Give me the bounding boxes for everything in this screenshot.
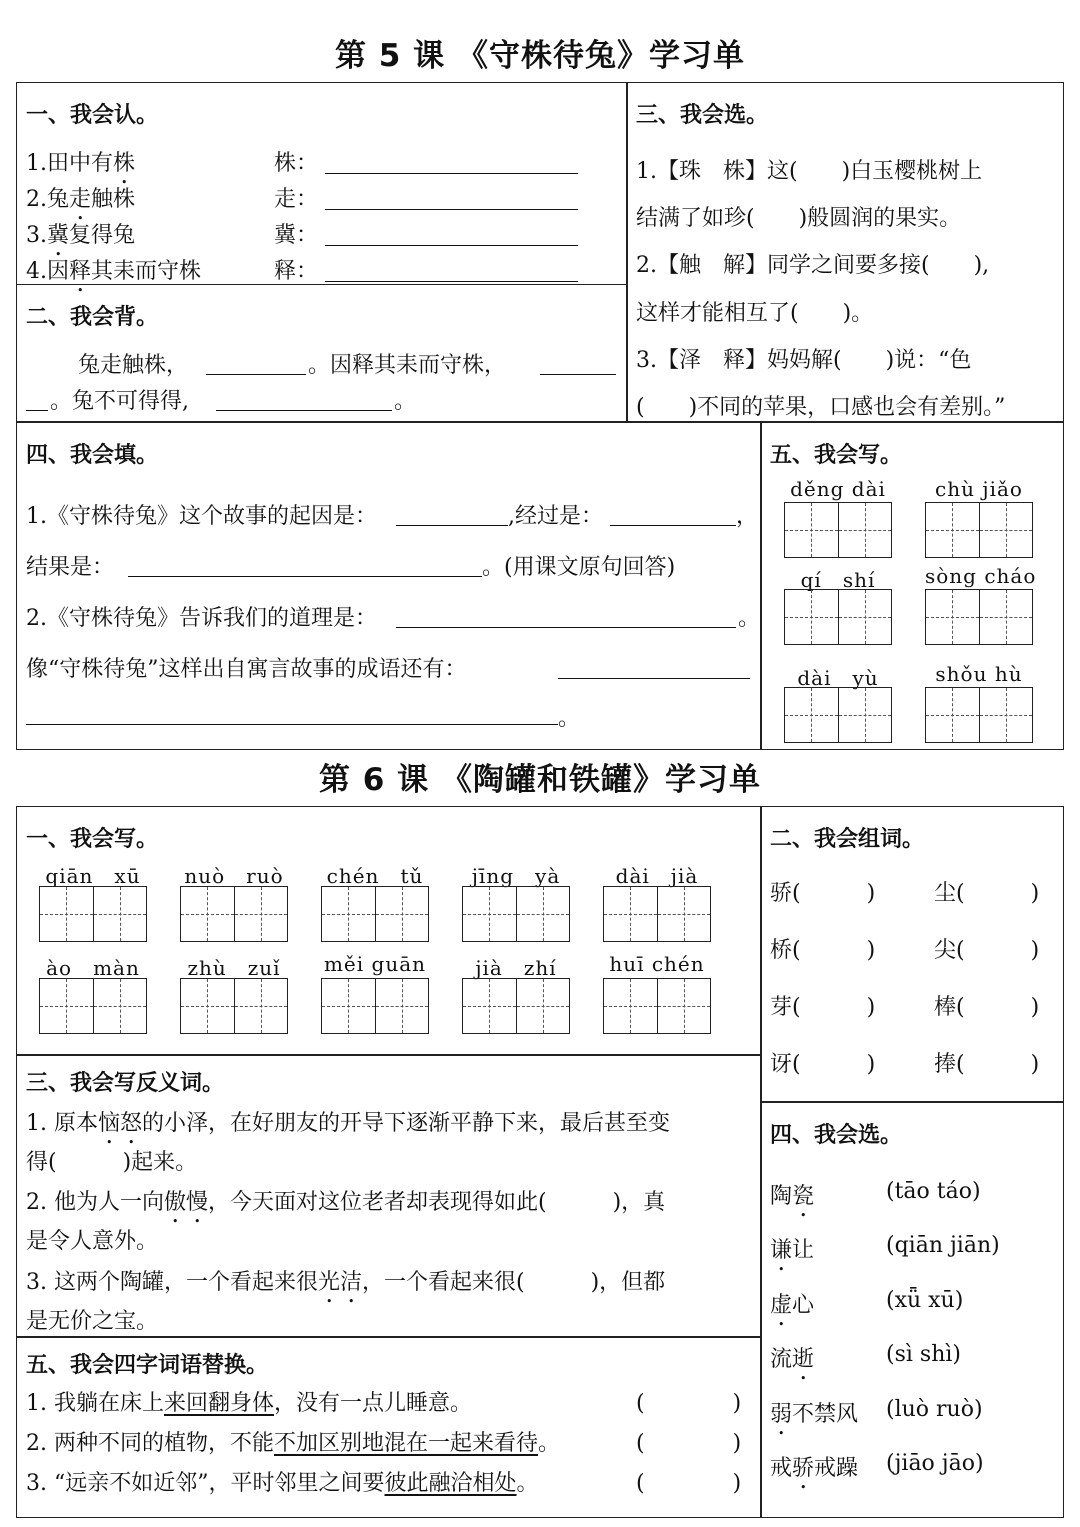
writing-grid[interactable] bbox=[321, 886, 429, 942]
answer-line[interactable] bbox=[325, 281, 578, 282]
choose-word: 谦让 bbox=[770, 1238, 815, 1263]
char-label: 走： bbox=[274, 187, 319, 212]
writing-grid[interactable] bbox=[784, 589, 892, 645]
char-label: 株： bbox=[274, 151, 319, 176]
answer-paren[interactable]: ( ) bbox=[636, 1431, 742, 1456]
answer-line[interactable] bbox=[128, 576, 482, 577]
fill-text: 。 bbox=[738, 606, 761, 631]
pinyin: qí shí bbox=[800, 568, 876, 592]
answer-paren[interactable]: ( ) bbox=[636, 1391, 742, 1416]
pinyin: dài jià bbox=[615, 864, 699, 888]
writing-grid[interactable] bbox=[925, 502, 1033, 558]
char-label: 释： bbox=[274, 259, 319, 284]
lesson5-title: 第 5 课 《守株待兔》学习单 bbox=[335, 38, 745, 74]
fill-text: ,经过是： bbox=[508, 504, 603, 529]
answer-line[interactable] bbox=[206, 374, 306, 375]
choose-line: 2.【触 解】同学之间要多接( ), bbox=[636, 253, 990, 278]
word-group-item: 尖( ) bbox=[934, 938, 1040, 963]
answer-line[interactable] bbox=[26, 410, 48, 411]
answer-line[interactable] bbox=[216, 410, 392, 411]
pinyin: zhù zuǐ bbox=[187, 956, 281, 980]
pinyin: měi guān bbox=[323, 952, 427, 976]
section-heading: 四、我会选。 bbox=[770, 1123, 903, 1148]
antonym-question: 是无价之宝。 bbox=[26, 1309, 159, 1334]
answer-line[interactable] bbox=[325, 209, 578, 210]
recite-text: 。因释其耒而守株， bbox=[308, 353, 507, 378]
pinyin-choice: (jiāo jāo) bbox=[886, 1451, 984, 1476]
writing-grid[interactable] bbox=[784, 502, 892, 558]
recognize-phrase: 2.兔走触株 bbox=[26, 187, 136, 212]
word-group-item: 骄( ) bbox=[770, 881, 876, 906]
answer-line[interactable] bbox=[325, 173, 578, 174]
writing-grid[interactable] bbox=[925, 589, 1033, 645]
choose-line: ( )不同的苹果，口感也会有差别。” bbox=[636, 395, 1006, 420]
pinyin-choice: (tāo táo) bbox=[886, 1179, 981, 1204]
answer-line[interactable] bbox=[396, 627, 736, 628]
word-group-item: 棒( ) bbox=[934, 995, 1040, 1020]
section-heading: 一、我会认。 bbox=[26, 103, 159, 128]
word-group-item: 桥( ) bbox=[770, 938, 876, 963]
choose-word: 陶瓷 bbox=[770, 1184, 815, 1209]
fill-text: 。 bbox=[558, 706, 581, 731]
antonym-question: 得( )起来。 bbox=[26, 1150, 198, 1175]
replace-question: 3. “远亲不如近邻”，平时邻里之间要彼此融洽相处。 bbox=[26, 1471, 539, 1496]
pinyin: huī chén bbox=[609, 952, 705, 976]
answer-line[interactable] bbox=[26, 724, 558, 725]
pinyin-choice: (luò ruò) bbox=[886, 1397, 983, 1422]
writing-grid[interactable] bbox=[784, 687, 892, 743]
answer-line[interactable] bbox=[396, 525, 508, 526]
writing-grid[interactable] bbox=[39, 978, 147, 1034]
writing-grid[interactable] bbox=[180, 886, 288, 942]
answer-line[interactable] bbox=[558, 678, 750, 679]
pinyin: chù jiǎo bbox=[935, 477, 1023, 501]
section-heading: 五、我会写。 bbox=[770, 443, 903, 468]
answer-line[interactable] bbox=[610, 525, 736, 526]
writing-grid[interactable] bbox=[39, 886, 147, 942]
writing-grid[interactable] bbox=[180, 978, 288, 1034]
word-group-item: 尘( ) bbox=[934, 881, 1040, 906]
pinyin: sòng cháo bbox=[925, 564, 1037, 588]
pinyin: nuò ruò bbox=[184, 864, 284, 888]
section-heading: 五、我会四字词语替换。 bbox=[26, 1353, 269, 1378]
lesson6-title: 第 6 课 《陶罐和铁罐》学习单 bbox=[319, 762, 761, 798]
pinyin-choice: (sì shì) bbox=[886, 1342, 961, 1367]
recognize-phrase: 1.田中有株 bbox=[26, 151, 136, 176]
section-heading: 四、我会填。 bbox=[26, 443, 159, 468]
pinyin: děng dài bbox=[790, 477, 886, 501]
pinyin: dài yù bbox=[797, 666, 879, 690]
antonym-question: 是令人意外。 bbox=[26, 1229, 159, 1254]
section-heading: 二、我会背。 bbox=[26, 305, 159, 330]
l5-s4-box bbox=[16, 421, 762, 750]
fill-text: 。(用课文原句回答) bbox=[482, 555, 676, 580]
word-group-item: 讶( ) bbox=[770, 1052, 876, 1077]
writing-grid[interactable] bbox=[321, 978, 429, 1034]
fill-text: 2.《守株待兔》告诉我们的道理是： bbox=[26, 606, 377, 631]
recognize-phrase: 3.冀复得兔 bbox=[26, 223, 136, 248]
section-heading: 一、我会写。 bbox=[26, 827, 159, 852]
fill-text: 结果是： bbox=[26, 555, 115, 580]
pinyin: qiān xū bbox=[45, 864, 141, 888]
answer-line[interactable] bbox=[325, 245, 578, 246]
antonym-question: 1. 原本恼怒的小泽，在好朋友的开导下逐渐平静下来，最后甚至变 bbox=[26, 1111, 671, 1136]
writing-grid[interactable] bbox=[462, 978, 570, 1034]
word-group-item: 捧( ) bbox=[934, 1052, 1040, 1077]
pinyin: shǒu hù bbox=[935, 662, 1023, 686]
recognize-phrase: 4.因释其耒而守株 bbox=[26, 259, 202, 284]
writing-grid[interactable] bbox=[603, 978, 711, 1034]
choose-line: 这样才能相互了( )。 bbox=[636, 301, 874, 326]
recite-text: 。兔不可得得, bbox=[50, 389, 189, 414]
recite-text: 。 bbox=[394, 389, 417, 414]
answer-line[interactable] bbox=[540, 374, 616, 375]
choose-line: 1.【珠 株】这( )白玉樱桃树上 bbox=[636, 159, 983, 184]
pinyin: jià zhí bbox=[475, 956, 557, 980]
section-heading: 三、我会写反义词。 bbox=[26, 1071, 225, 1096]
recite-text: 兔走触株， bbox=[78, 353, 189, 378]
choose-line: 结满了如珍( )般圆润的果实。 bbox=[636, 206, 962, 231]
section-heading: 三、我会选。 bbox=[636, 103, 769, 128]
choose-word: 戒骄戒躁 bbox=[770, 1456, 859, 1481]
answer-paren[interactable]: ( ) bbox=[636, 1471, 742, 1496]
pinyin: ào màn bbox=[46, 956, 140, 980]
replace-question: 2. 两种不同的植物，不能不加区别地混在一起来看待。 bbox=[26, 1431, 561, 1456]
section-heading: 二、我会组词。 bbox=[770, 827, 925, 852]
fill-text: ， bbox=[736, 504, 759, 529]
word-group-item: 芽( ) bbox=[770, 995, 876, 1020]
antonym-question: 3. 这两个陶罐，一个看起来很光洁，一个看起来很( )，但都 bbox=[26, 1270, 666, 1295]
char-label: 冀： bbox=[274, 223, 319, 248]
choose-line: 3.【泽 释】妈妈解( )说：“色 bbox=[636, 348, 972, 373]
pinyin-choice: (xǖ xū) bbox=[886, 1288, 964, 1313]
writing-grid[interactable] bbox=[603, 886, 711, 942]
fill-text: 1.《守株待兔》这个故事的起因是： bbox=[26, 504, 377, 529]
choose-word: 流逝 bbox=[770, 1347, 815, 1372]
writing-grid[interactable] bbox=[925, 687, 1033, 743]
pinyin-choice: (qiān jiān) bbox=[886, 1233, 1000, 1258]
writing-grid[interactable] bbox=[462, 886, 570, 942]
pinyin: chén tǔ bbox=[326, 864, 424, 888]
antonym-question: 2. 他为人一向傲慢，今天面对这位老者却表现得如此( )，真 bbox=[26, 1190, 666, 1215]
replace-question: 1. 我躺在床上来回翻身体，没有一点儿睡意。 bbox=[26, 1391, 473, 1416]
pinyin: jīng yà bbox=[471, 864, 561, 888]
choose-word: 弱不禁风 bbox=[770, 1402, 859, 1427]
fill-text: 像“守株待兔”这样出自寓言故事的成语还有： bbox=[26, 657, 467, 682]
choose-word: 虚心 bbox=[770, 1293, 815, 1318]
